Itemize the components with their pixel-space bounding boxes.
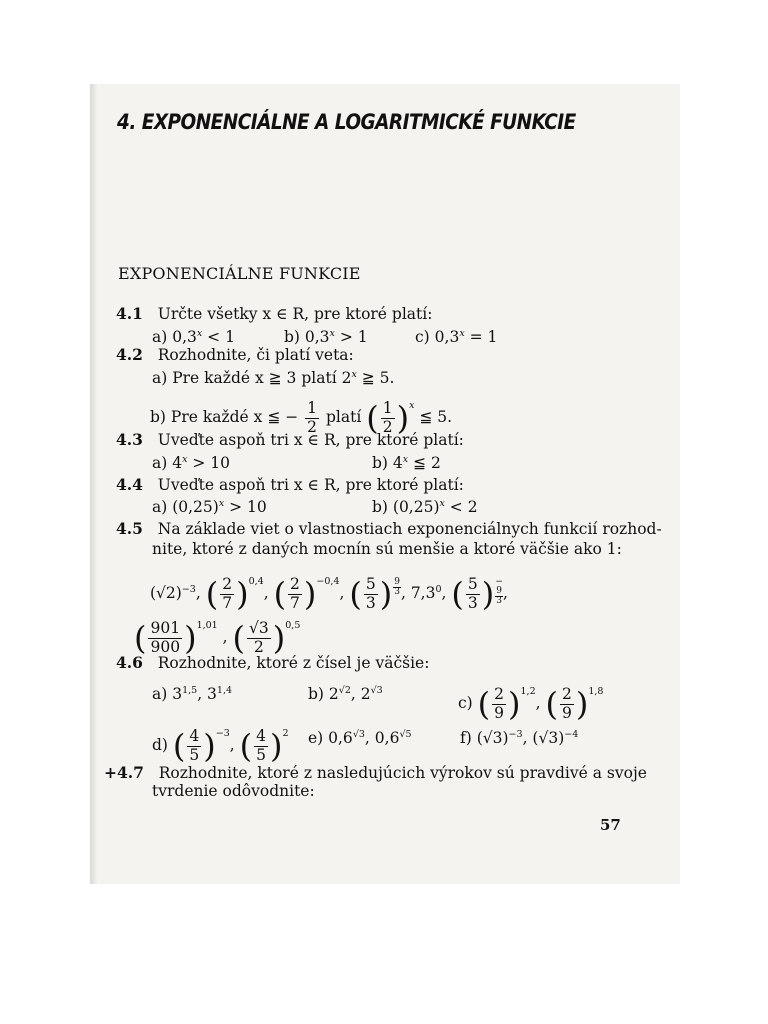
problem-4-2: 4.2 Rozhodnite, či platí veta: — [116, 345, 354, 364]
problem-4-6-option-b: b) $2^{√2}$, $2^{√3}$ — [308, 685, 383, 704]
problem-4-4: 4.4 Uveďte aspoň tri x ∈ R, pre ktoré platí: — [116, 475, 464, 494]
problem-4-1 — [116, 305, 432, 323]
problem-4-3-option-a: a) $4^x > 10$ — [152, 454, 231, 473]
problem-4-5-expressions-row-2: ( $\frac{901}{900}$ )$^{1,01}$ , ( $\frac{√3}{2}$ )$^{0,5}$ — [134, 619, 301, 657]
problem-4-7-line-2: tvrdenie odôvodnite: — [152, 782, 315, 800]
problem-4-7: +4.7 Rozhodnite, ktoré z nasledujúcich výrokov sú pravdivé a svoje — [104, 763, 647, 782]
problem-4-3: 4.3 Uveďte aspoň tri x ∈ R, pre ktoré platí: — [116, 430, 464, 449]
problem-4-5-expressions-row-1: $(√2)^{-3}$, ( $\frac{2}{7}$ )$^{0,4}$, ( $\frac{2}{7}$ )$^{-0,4}$, ( $\frac{5}{3}$ ) $\frac{9}{3}$ , $7,3^0$, ( $\frac{5}{3}$ )− 9 3 , — [150, 575, 508, 613]
page-number: 57 — [600, 816, 621, 834]
problem-4-1-option-b: b) $0,3^x > 1$ — [284, 328, 368, 347]
problem-4-6-option-e: e) $0,6^{√3}$, $0,6^{√5}$ — [308, 729, 412, 748]
problem-4-4-option-b: b) $(0,25)^x < 2$ — [372, 498, 478, 517]
problem-4-6-option-d: d) ( $\frac{4}{5}$ )$^{-3}$, ( $\frac{4}{5}$ )$^2$ — [152, 727, 289, 765]
problem-4-2-option-b: b) Pre každé x ≦ − $\frac{1}{2}$ platí ( $\frac{1}{2}$ )$^x$ ≦ 5. — [150, 399, 453, 437]
problem-4-5-line-2: nite, ktoré z daných mocnín sú menšie a ktoré väčšie ako 1: — [152, 540, 622, 558]
section-heading: EXPONENCIÁLNE FUNKCIE — [118, 264, 361, 283]
problem-4-6-option-c: c) ( $\frac{2}{9}$ )$^{1,2}$, ( $\frac{2}{9}$ )$^{1,8}$ — [458, 685, 604, 723]
problem-4-6-option-f: f) $(√3)^{-3}$, $(√3)^{-4}$ — [460, 729, 579, 748]
problem-4-4-option-a: a) $(0,25)^x > 10$ — [152, 498, 267, 517]
problem-4-5: 4.5 Na základe viet o vlastnostiach exponenciálnych funkcií rozhod- — [116, 519, 662, 538]
problem-4-1-option-c: c) $0,3^x = 1$ — [415, 328, 498, 347]
fraction: $\frac{1}{2}$ — [307, 399, 318, 436]
problem-4-2-option-a: a) Pre každé x ≧ 3 platí 2$^x$ ≧ 5. — [152, 369, 395, 388]
problem-4-6-option-a: a) 3$^{1,5}$, 3$^{1,4}$ — [152, 685, 233, 704]
scan-shadow — [90, 84, 98, 884]
problem-4-3-option-b: b) 4$^x$ ≦ 2 — [372, 454, 441, 473]
problem-4-6: 4.6 Rozhodnite, ktoré z čísel je väčšie: — [116, 653, 430, 672]
chapter-title: 4. EXPONENCIÁLNE A LOGARITMICKÉ FUNKCIE — [117, 110, 576, 134]
problem-text: Určte všetky x ∈ R, pre ktoré platí: — [157, 305, 433, 323]
problem-4-1-option-a: a) $0,3^x < 1$ — [152, 328, 235, 347]
problem-number: 4.1 — [116, 304, 143, 323]
